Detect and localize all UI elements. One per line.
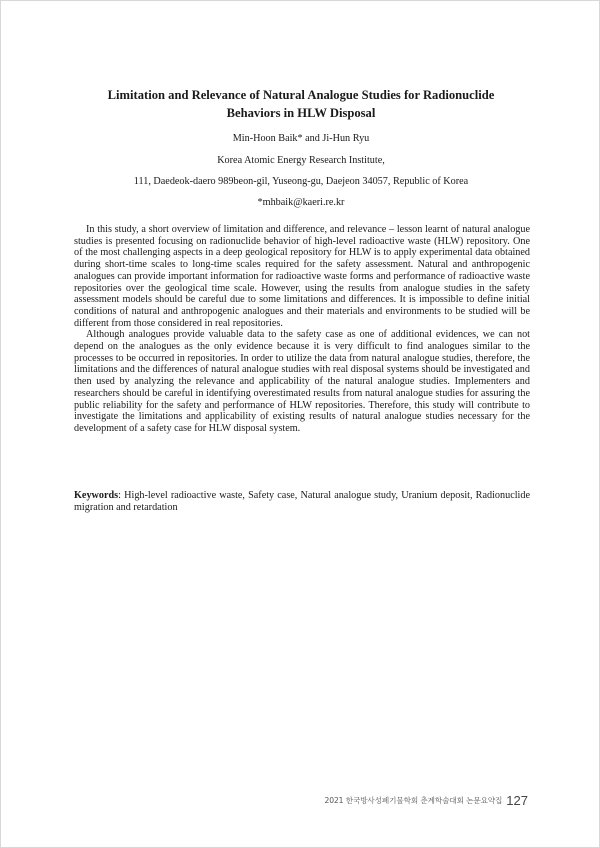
abstract xyxy=(74,224,530,435)
corresponding-email: *mhbaik@kaeri.re.kr xyxy=(257,197,345,208)
authors: Min-Hoon Baik* and Ji-Hun Ryu xyxy=(232,133,370,144)
abstract-paragraph-1: In this study, a short overview of limitation and difference, and relevance – lesson learnt of natural analogue studies is presented focusing on radionuclide behavior of high-level radioactive waste (HLW) repository. One of the most challenging aspects in a deep geological repository for HLW is to apply experimental data obtained during short-time scales to long-time scales required for the safety assessment. Natural and anthropogenic analogues can provide important information for radioactive waste forms and performance of radioactive waste repositories over the geological time scale. However, using the results from analogue studies in the safety assessment models should be careful due to some limitations and differences. It is impossible to define initial conditions of natural and anthropogenic analogues and their materials and environments to be studied will be different from those considered in real repositories. xyxy=(74,224,530,329)
abstract-paragraph-2: Although analogues provide valuable data to the safety case as one of additional evidences, we can not depend on the analogues as the only evidence because it is very difficult to find analogues similar to the processes to be occurred in repositories. In order to utilize the data from natural analogue studies, therefore, the limitations and the differences of natural analogue studies with real disposal systems should be investigated and then used by analyzing the relevance and applicability of the natural analogue studies. Implementers and researchers should be careful in identifying overestimated results from natural analogue studies for assuring the public reliability for the safety and performance of HLW repositories. Therefore, this study will contribute to investigate the limitations and applicability of existing results of natural analogue studies necessary for the development of a safety case for HLW disposal system. xyxy=(74,329,530,434)
affiliation-address: 111, Daedeok-daero 989beon-gil, Yuseong-gu, Daejeon 34057, Republic of Korea xyxy=(133,176,469,187)
paper-title xyxy=(61,86,541,122)
keywords-label: Keywords xyxy=(74,490,119,501)
affiliation-institute: Korea Atomic Energy Research Institute, xyxy=(217,155,385,166)
title-line-2: Behaviors in HLW Disposal xyxy=(226,106,376,120)
keywords-list: : High-level radioactive waste, Safety case, Natural analogue study, Uranium deposit, Radionuclide migration and retardation xyxy=(74,490,530,514)
title-line-1: Limitation and Relevance of Natural Analogue Studies for Radionuclide xyxy=(107,88,495,102)
page-footer xyxy=(324,790,528,809)
page-number: 127 xyxy=(506,793,528,808)
keywords xyxy=(74,490,530,515)
conference-name: 2021 한국방사성폐기물학회 춘계학술대회 논문요약집 xyxy=(324,796,503,805)
